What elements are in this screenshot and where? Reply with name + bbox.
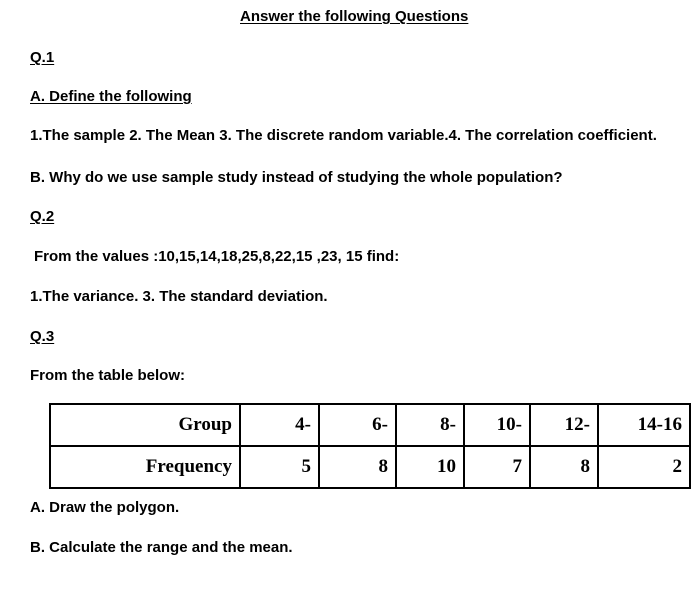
table-cell-group: 14-16 xyxy=(598,404,690,446)
q2-items: 1.The variance. 3. The standard deviation. xyxy=(30,288,328,305)
question-1-label: Q.1 xyxy=(30,49,55,66)
table-cell-frequency: 8 xyxy=(530,446,598,488)
question-2-label: Q.2 xyxy=(30,208,55,225)
table-cell-frequency: 10 xyxy=(396,446,464,488)
table-cell-group: 8- xyxy=(396,404,464,446)
table-cell-frequency: 7 xyxy=(464,446,530,488)
q3-part-b: B. Calculate the range and the mean. xyxy=(30,539,293,556)
table-cell-group: 12- xyxy=(530,404,598,446)
q3-part-a: A. Draw the polygon. xyxy=(30,499,180,516)
table-cell-group: 6- xyxy=(319,404,396,446)
q1-part-b: B. Why do we use sample study instead of studying the whole population? xyxy=(30,169,563,186)
table-cell-frequency: 2 xyxy=(598,446,690,488)
q3-table-intro: From the table below: xyxy=(30,367,186,384)
q2-values-text: From the values :10,15,14,18,25,8,22,15 ,23, 15 find: xyxy=(34,248,400,265)
table-cell-group: 4- xyxy=(240,404,319,446)
frequency-table xyxy=(49,403,691,489)
q1-definitions-list: 1.The sample 2. The Mean 3. The discrete random variable.4. The correlation coefficient. xyxy=(30,127,657,144)
question-3-label: Q.3 xyxy=(30,328,55,345)
row-header-frequency: Frequency xyxy=(50,446,240,488)
table-cell-group: 10- xyxy=(464,404,530,446)
table-cell-frequency: 8 xyxy=(319,446,396,488)
table-row-frequency xyxy=(50,446,690,488)
table-cell-frequency: 5 xyxy=(240,446,319,488)
table-row-group xyxy=(50,404,690,446)
row-header-group: Group xyxy=(50,404,240,446)
q1-part-a-heading: A. Define the following xyxy=(30,88,192,105)
page-title: Answer the following Questions xyxy=(240,8,469,25)
